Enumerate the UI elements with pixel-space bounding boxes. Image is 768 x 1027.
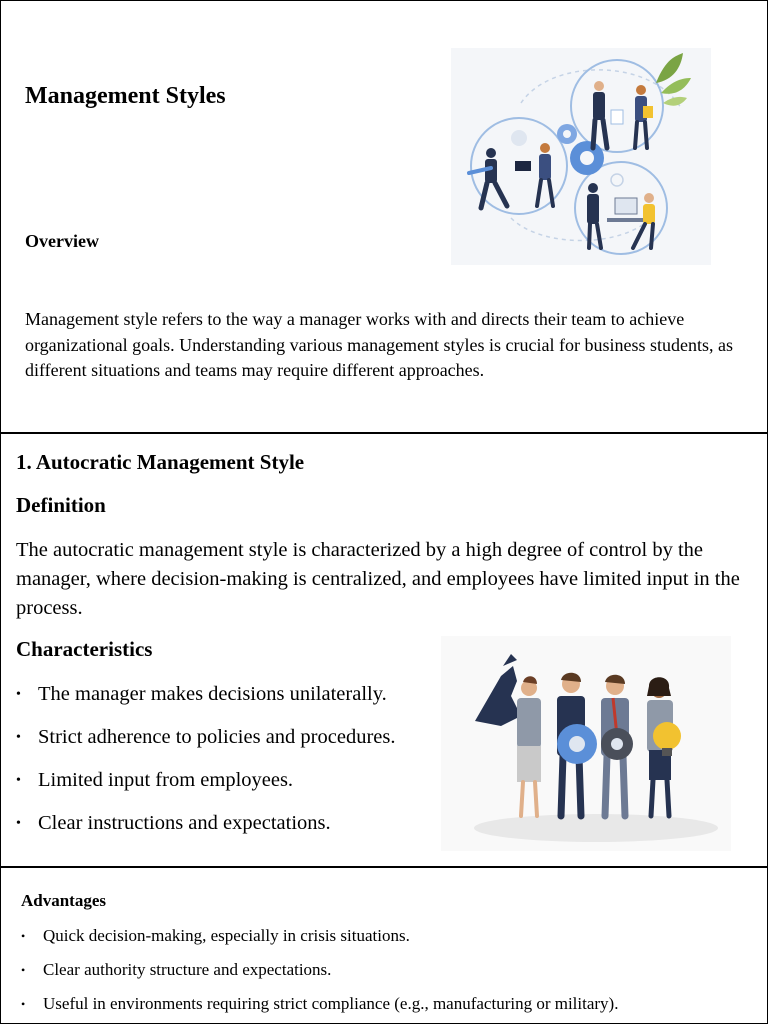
bullet-icon: • [16,816,21,831]
section-divider [1,432,768,434]
bullet-icon: • [16,687,21,702]
advantages-list [21,925,618,1027]
team-illustration-svg [441,636,731,851]
list-item: • Quick decision-making, especially in crisis situations. [21,926,410,945]
list-item: • Strict adherence to policies and procedures. [16,723,395,766]
advantages-heading: Advantages [21,891,107,910]
list-item: • Useful in environments requiring strict compliance (e.g., manufacturing or military). [21,994,619,1013]
section-divider [1,866,768,868]
characteristics-list [16,680,395,852]
definition-paragraph: The autocratic management style is characterized by a high degree of control by the manager, where decision-making is centralized, and employees have limited input in the process. [16,539,740,619]
bullet-icon: • [21,963,26,977]
intro-paragraph: Management style refers to the way a manager works with and directs their team to achieve organizational goals. Understanding various management styles is crucial for business students, as different situations and teams may require different approaches. [25,309,734,380]
bullet-icon: • [16,773,21,788]
list-item: • The manager makes decisions unilaterally. [16,680,395,723]
list-item: • Clear instructions and expectations. [16,809,395,852]
team-illustration [441,636,731,851]
list-item: • Clear authority structure and expectations. [21,960,332,979]
characteristics-heading: Characteristics [16,637,153,661]
bullet-icon: • [21,929,26,943]
definition-heading: Definition [16,493,106,517]
collaboration-illustration-svg [451,48,711,265]
bullet-icon: • [16,730,21,745]
bullet-icon: • [21,997,26,1011]
collaboration-illustration [451,48,711,265]
page-title: Management Styles [25,83,226,109]
overview-heading: Overview [25,231,99,251]
section-heading-autocratic: 1. Autocratic Management Style [16,450,305,474]
list-item: • Limited input from employees. [16,766,395,809]
